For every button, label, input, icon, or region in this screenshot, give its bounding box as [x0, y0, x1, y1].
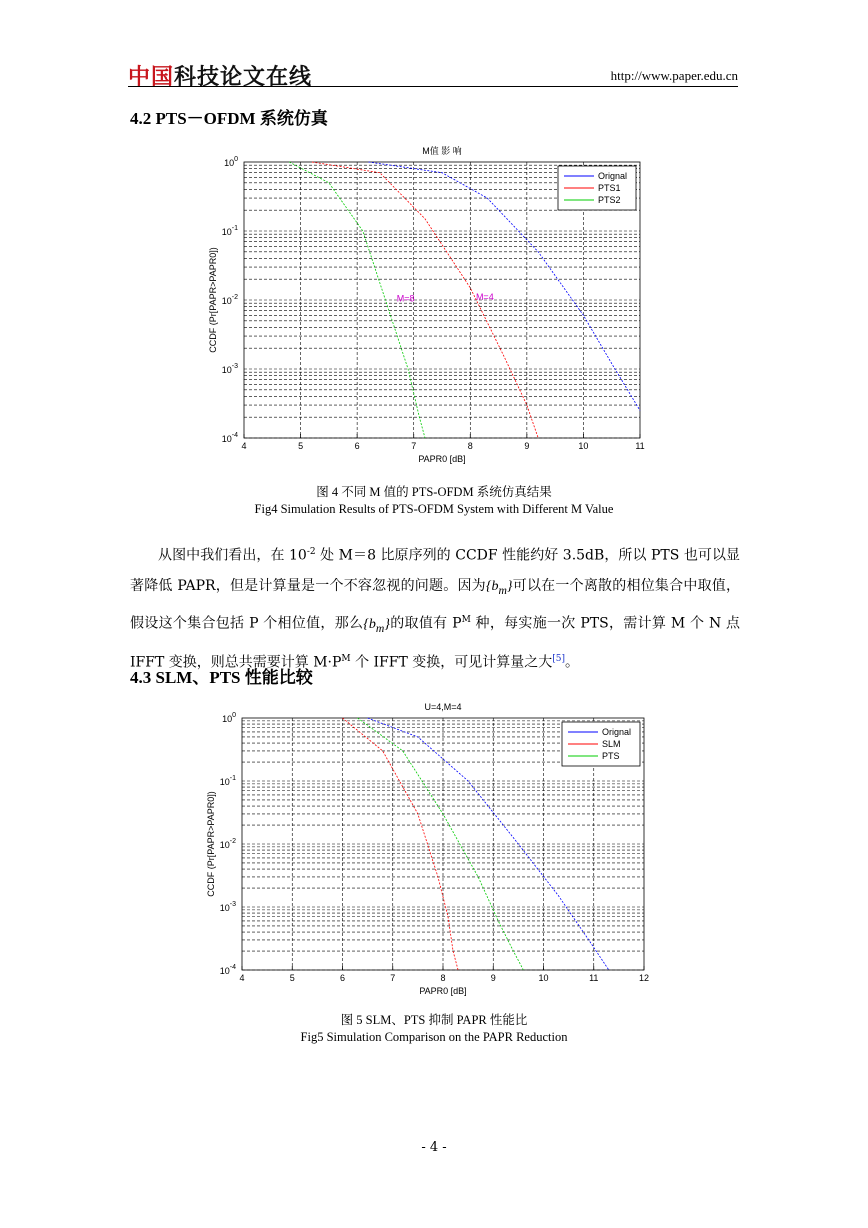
citation-link[interactable]: [5] [552, 653, 566, 664]
fig5-ytick-label: $10^{-2}$ [219, 838, 236, 850]
body-paragraph [130, 537, 740, 678]
fig4-xtick-label: 5 [298, 441, 304, 451]
para-sup-2: M [461, 615, 471, 626]
fig5-ytick-label: $10^{-3}$ [219, 901, 236, 913]
figure-4-caption-en: Fig4 Simulation Results of PTS-OFDM System with Different M Value [254, 502, 614, 516]
para-text-5: 种，每实施一次 PTS，需计算 M 个 N 点 IFFT 变换，则总共需要计算 M·P [130, 616, 740, 671]
fig4-ytick-label: $10^{-3}$ [221, 363, 238, 375]
fig5-xtick-label: 7 [390, 973, 396, 983]
fig4-legend-label: Orignal [598, 171, 628, 181]
fig4-ytick-label: $10^0$ [224, 156, 238, 168]
fig4-xtick-label: 7 [411, 441, 417, 451]
fig5-xtick-label: 4 [239, 973, 245, 983]
fig4-legend-label: PTS1 [598, 183, 621, 193]
fig5-chart-title: U=4,M=4 [424, 702, 462, 712]
fig5-x-axis-label: PAPR0 [dB] [419, 986, 467, 996]
fig4-xtick-label: 9 [524, 441, 530, 451]
fig4-x-axis-label: PAPR0 [dB] [418, 454, 466, 464]
fig5-ytick-label: $10^{-1}$ [219, 775, 236, 787]
figure-5-caption-cn: 图 5 SLM、PTS 抑制 PAPR 性能比 [340, 1013, 528, 1027]
bm-symbol-2: $\{b_m\}$ [363, 617, 390, 635]
header-url[interactable]: http://www.paper.edu.cn [610, 68, 738, 83]
fig5-ytick-label: $10^0$ [222, 712, 236, 724]
page-number: - 4 - [421, 1140, 447, 1155]
section-title-4-2: 4.2 PTS－OFDM 系统仿真 [130, 109, 328, 128]
fig5-xtick-label: 10 [538, 973, 549, 983]
fig5-xtick-label: 8 [440, 973, 446, 983]
fig4-annotation-label: M=4 [475, 292, 494, 302]
fig5-legend-label: Orignal [602, 727, 632, 737]
logo-text-black: 科技论文在线 [174, 65, 313, 90]
para-text-1: 从图中我们看出，在 10 [158, 547, 307, 564]
fig5-legend-label: PTS [602, 751, 620, 761]
fig5-xtick-label: 6 [339, 973, 346, 983]
section-title-4-3: 4.3 SLM、PTS 性能比较 [130, 668, 313, 687]
fig5-xtick-label: 5 [289, 973, 295, 983]
fig4-xtick-label: 10 [578, 441, 589, 451]
fig4-xtick-label: 11 [635, 441, 645, 451]
para-text-3: 可以在一个离散的相位集合中取值，假设这个集合包括 P 个相位值，那么 [130, 577, 741, 633]
para-text-7: 。 [565, 654, 580, 671]
fig5-xtick-label: 12 [638, 973, 650, 983]
fig4-ytick-label: $10^{-4}$ [221, 432, 238, 444]
para-sup-1: -2 [306, 547, 316, 557]
bm-symbol-1: $\{b_m\}$ [485, 578, 513, 597]
fig4-legend-label: PTS2 [598, 195, 621, 205]
fig5-y-axis-label: CCDF (Pr[PAPR>PAPR0]) [206, 791, 216, 897]
fig5-xtick-label: 9 [490, 973, 496, 983]
fig5-legend-label: SLM [602, 739, 621, 749]
figure-5-caption-en: Fig5 Simulation Comparison on the PAPR Reduction [300, 1030, 568, 1044]
fig4-xtick-label: 4 [241, 441, 247, 451]
fig5-ytick-label: $10^{-4}$ [219, 964, 236, 976]
fig4-annotation-label: M=8 [396, 293, 415, 304]
logo-text-red: 中国 [128, 65, 175, 90]
fig4-chart-title: M值 影 响 [422, 146, 462, 156]
para-sup-3: M [341, 653, 351, 664]
fig4-xtick-label: 8 [467, 441, 473, 451]
fig4-ytick-label: $10^{-2}$ [221, 294, 238, 306]
fig4-xtick-label: 6 [354, 441, 360, 451]
fig4-y-axis-label: CCDF (Pr[PAPR>PAPR0]) [208, 247, 218, 353]
para-text-6: 个 IFFT 变换，可见计算量之大 [350, 654, 553, 671]
fig4-ytick-label: $10^{-1}$ [221, 225, 238, 237]
para-text-4: 的取值有 P [389, 616, 462, 633]
para-text-2: 处 M＝8 比原序列的 CCDF 性能约好 3.5dB，所以 PTS 也可以显著降低 PAPR，但是计算量是一个不容忽视的问题。因为 [130, 547, 740, 594]
figure-4-caption-cn: 图 4 不同 M 值的 PTS-OFDM 系统仿真结果 [316, 485, 552, 499]
fig5-xtick-label: 11 [589, 973, 599, 983]
